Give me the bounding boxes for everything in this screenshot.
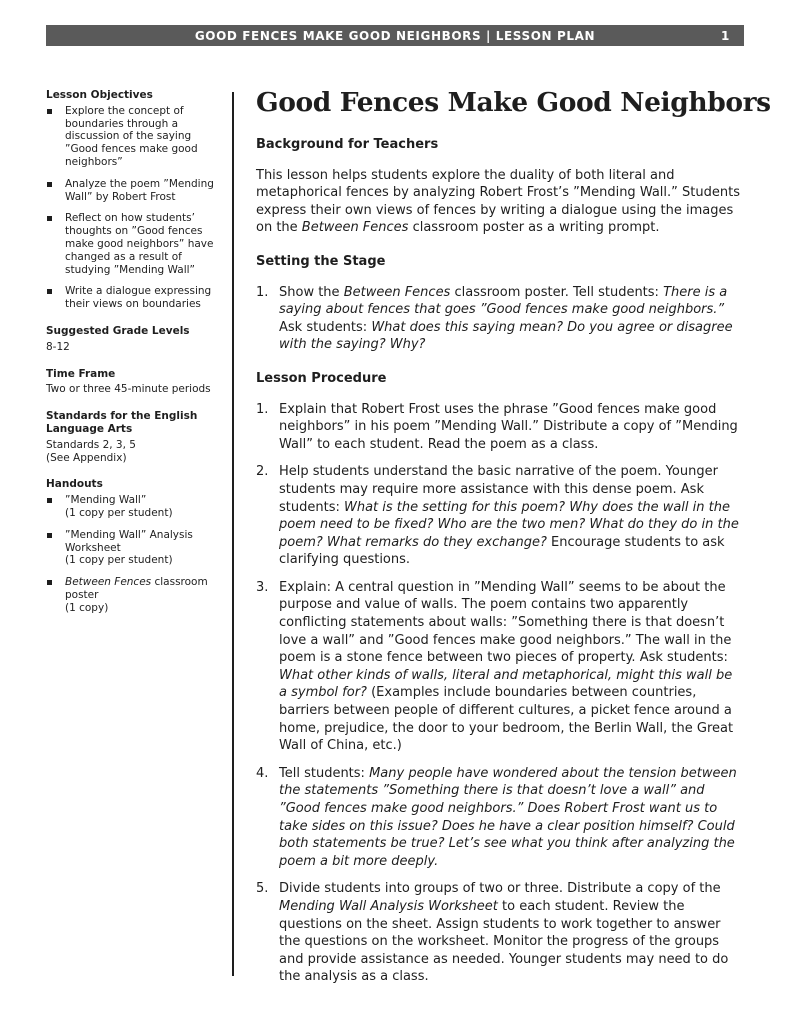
handout-title-italic: Between Fences	[65, 576, 152, 589]
grade-levels-value: 8-12	[46, 340, 70, 353]
handout-item	[46, 576, 218, 614]
page-number: 1	[721, 29, 730, 43]
step-number: 4.	[256, 765, 269, 781]
setting-heading: Setting the Stage	[256, 253, 386, 269]
step-number: 1.	[256, 284, 269, 300]
standards-appendix: (See Appendix)	[46, 451, 127, 464]
procedure-step	[256, 401, 744, 454]
header-bar	[46, 25, 744, 46]
step-text-italic: What is the setting for this poem? Why does the wall in the poem need to be fixed? Who are the two men? What do they do in the poem? What remarks do they exchange?	[279, 499, 739, 550]
background-text: This lesson helps students explore the duality of both literal and metaphorical fences by analyzing Robert Frost’s ”Mending Wall.” Students express their own views of fences by writing a dialogue using the images on the	[256, 167, 740, 236]
standards-value: Standards 2, 3, 5	[46, 438, 136, 451]
handout-item	[46, 494, 218, 520]
objectives-list	[46, 105, 218, 311]
procedure-steps	[256, 401, 744, 986]
step-text: Tell students:	[279, 765, 370, 781]
step-text: Encourage students to ask clarifying questions.	[279, 534, 725, 568]
main-content	[256, 86, 771, 1002]
step-number: 5.	[256, 881, 269, 897]
step-number: 2.	[256, 464, 269, 480]
objectives-heading: Lesson Objectives	[46, 89, 153, 101]
time-frame-section	[46, 368, 218, 397]
background-paragraph	[256, 167, 744, 237]
procedure-step	[256, 765, 744, 871]
handout-note: (1 copy per student)	[65, 554, 173, 567]
step-text-italic: There is a saying about fences that goes ”Good fences make good neighbors.”	[279, 284, 728, 318]
grade-levels-heading: Suggested Grade Levels	[46, 324, 190, 337]
handout-title: ”Mending Wall”	[65, 494, 147, 507]
procedure-step	[256, 880, 744, 986]
objective-item: Write a dialogue expressing their views on boundaries	[46, 285, 218, 311]
handout-title-rest: classroom poster	[65, 576, 208, 601]
background-heading: Background for Teachers	[256, 137, 439, 152]
step-text: Ask students:	[279, 319, 372, 335]
procedure-heading: Lesson Procedure	[256, 370, 387, 386]
handout-item	[46, 529, 218, 567]
objectives-section	[46, 89, 218, 311]
handouts-heading: Handouts	[46, 478, 103, 491]
step-text: (Examples include boundaries between countries, barriers between people of different cultures, a picket fence around a home, prejudice, the door to your bedroom, the Berlin Wall, the Great Wall of China, etc.)	[279, 685, 734, 754]
header-title: GOOD FENCES MAKE GOOD NEIGHBORS | LESSON PLAN	[194, 29, 596, 43]
step-text: Help students understand the basic narrative of the poem. Younger students may require more assistance with this dense poem. Ask students:	[279, 464, 718, 515]
grade-levels-section	[46, 325, 218, 354]
step-text-italic: Many people have wondered about the tension between the statements ”Something there is that doesn’t love a wall” and ”Good fences make good neighbors.” Does Robert Frost want us to take sides on this issue? Does he have a clear position himself? Could both statements be true? Let’s see what you think after analyzing the poem a bit more deeply.	[279, 765, 737, 869]
procedure-step	[256, 463, 744, 569]
procedure-step	[256, 579, 744, 755]
step-text-italic: Mending Wall Analysis Worksheet	[279, 898, 498, 914]
objective-item: Analyze the poem ”Mending Wall” by Robert Frost	[46, 178, 218, 204]
background-text-italic: Between Fences	[301, 220, 409, 236]
setting-steps	[256, 284, 744, 354]
step-number: 1.	[256, 401, 269, 417]
step-number: 3.	[256, 579, 269, 595]
page-title: Good Fences Make Good Neighbors	[256, 87, 771, 118]
time-frame-heading: Time Frame	[46, 367, 116, 380]
step-text: to each student. Review the questions on the sheet. Assign students to work together to answer the questions on the worksheet. Monitor the progress of the groups and provide assistance as needed. Younger students may need to do the analysis as a class.	[279, 898, 729, 985]
standards-section	[46, 410, 218, 464]
step-text: Show the	[279, 284, 344, 300]
standards-heading: Standards for the English Language Arts	[46, 410, 198, 435]
handout-note: (1 copy per student)	[65, 506, 173, 519]
handout-title: ”Mending Wall” Analysis Worksheet	[65, 528, 193, 554]
sidebar	[46, 89, 218, 629]
step-text: classroom poster. Tell students:	[450, 284, 664, 300]
handouts-list	[46, 494, 218, 614]
step-text-italic: What other kinds of walls, literal and metaphorical, might this wall be a symbol for?	[279, 667, 733, 701]
objective-item: Reflect on how students’ thoughts on ”Good fences make good neighbors” have changed as a result of studying ”Mending Wall”	[46, 212, 218, 276]
column-divider	[232, 92, 234, 976]
step-text: Divide students into groups of two or three. Distribute a copy of the	[279, 881, 721, 897]
step-text-italic: What does this saying mean? Do you agree or disagree with the saying? Why?	[279, 319, 733, 353]
step-text: Explain that Robert Frost uses the phrase ”Good fences make good neighbors” in his poem ”Mending Wall.” Distribute a copy of ”Mending Wall” to each student. Read the poem as a class.	[279, 401, 738, 452]
step-text: Explain: A central question in ”Mending Wall” seems to be about the purpose and value of walls. The poem contains two apparently conflicting statements about walls: ”Something there is that doesn’t love a wall” and ”Good fences make good neighbors.” The wall in the poem is a stone fence between two pieces of property. Ask students:	[279, 579, 732, 666]
handout-note: (1 copy)	[65, 601, 109, 614]
handouts-section	[46, 478, 218, 614]
setting-step	[256, 284, 744, 354]
objective-item: Explore the concept of boundaries through a discussion of the saying ”Good fences make good neighbors”	[46, 105, 218, 169]
time-frame-value: Two or three 45-minute periods	[46, 383, 211, 396]
step-text-italic: Between Fences	[343, 284, 451, 300]
background-text-end: classroom poster as a writing prompt.	[408, 220, 660, 236]
